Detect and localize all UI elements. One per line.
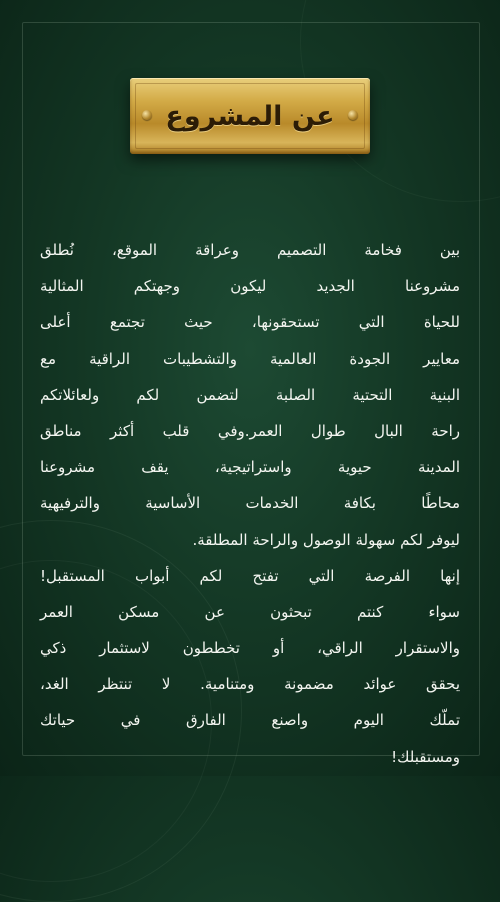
screw-icon <box>142 110 152 120</box>
paragraph-line: مشروعنا الجديد ليكون وجهتكم المثالية <box>40 277 460 296</box>
screw-icon <box>348 110 358 120</box>
paragraph-line: للحياة التي تستحقونها، حيث تجتمع أعلى <box>40 313 460 332</box>
paragraph-line: معايير الجودة العالمية والتشطيبات الراقية مع <box>40 349 460 368</box>
paragraph-line: بين فخامة التصميم وعراقة الموقع، نُطلق <box>40 241 460 259</box>
about-paragraph <box>40 232 460 775</box>
paragraph-line: يحقق عوائد مضمونة ومتنامية. لا تنتظر الغد، <box>40 675 460 694</box>
paragraph-line: راحة البال طوال العمر.وفي قلب أكثر مناطق <box>40 421 460 440</box>
title-plaque <box>130 78 370 154</box>
paragraph-line: سواء كنتم تبحثون عن مسكن العمر <box>40 602 460 621</box>
paragraph-line: البنية التحتية الصلبة لتضمن لكم ولعائلاتكم <box>40 385 460 404</box>
paragraph-line: ليوفر لكم سهولة الوصول والراحة المطلقة. <box>192 530 460 549</box>
paragraph-line: المدينة حيوية واستراتيجية، يقف مشروعنا <box>40 458 460 477</box>
paragraph-line: تملّك اليوم واصنع الفارق في حياتك <box>40 711 460 730</box>
paragraph-line: إنها الفرصة التي تفتح لكم أبواب المستقبل! <box>40 566 460 585</box>
page-title: عن المشروع <box>165 100 335 132</box>
paragraph-line: محاطًا بكافة الخدمات الأساسية والترفيهية <box>40 494 460 513</box>
paragraph-line: والاستقرار الراقي، أو تخططون لاستثمار ذكي <box>40 639 460 658</box>
paragraph-line: ومستقبلك! <box>391 747 460 766</box>
